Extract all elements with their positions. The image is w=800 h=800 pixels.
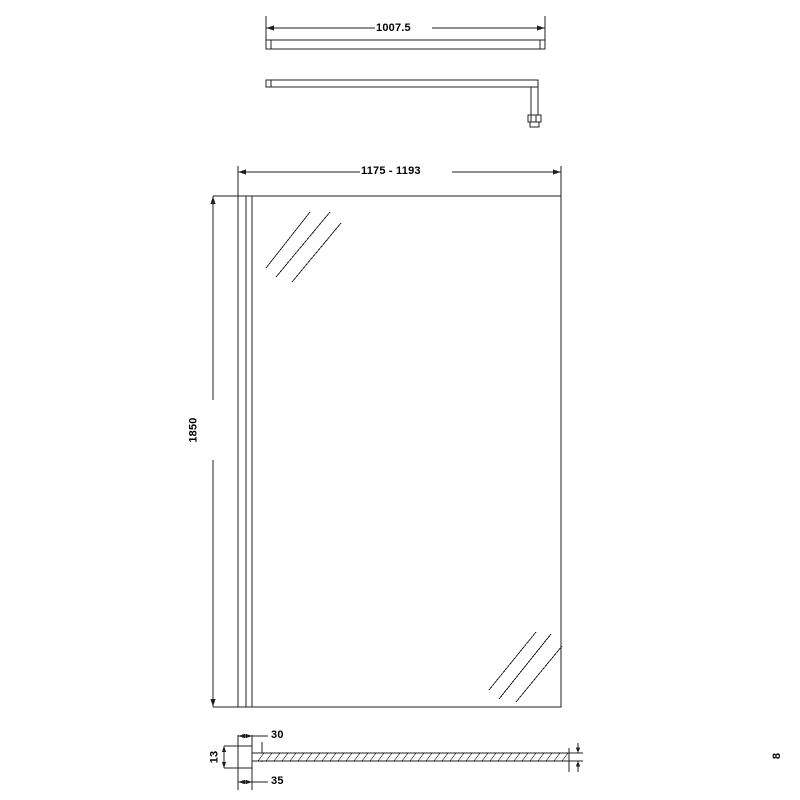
dim-label-screen-height: 1850 bbox=[187, 417, 200, 443]
dim-label-screen-width: 1175 - 1193 bbox=[361, 165, 421, 177]
dim-label-bar-length: 1007.5 bbox=[376, 22, 411, 34]
dim-label-profile-width: 30 bbox=[271, 729, 284, 741]
screen-front-elevation bbox=[211, 166, 563, 707]
support-bar-elevation bbox=[266, 80, 541, 127]
dim-label-section-height: 13 bbox=[208, 750, 221, 764]
dim-label-profile-depth: 35 bbox=[271, 775, 284, 787]
dim-label-glass-thickness: 8 bbox=[771, 752, 784, 760]
